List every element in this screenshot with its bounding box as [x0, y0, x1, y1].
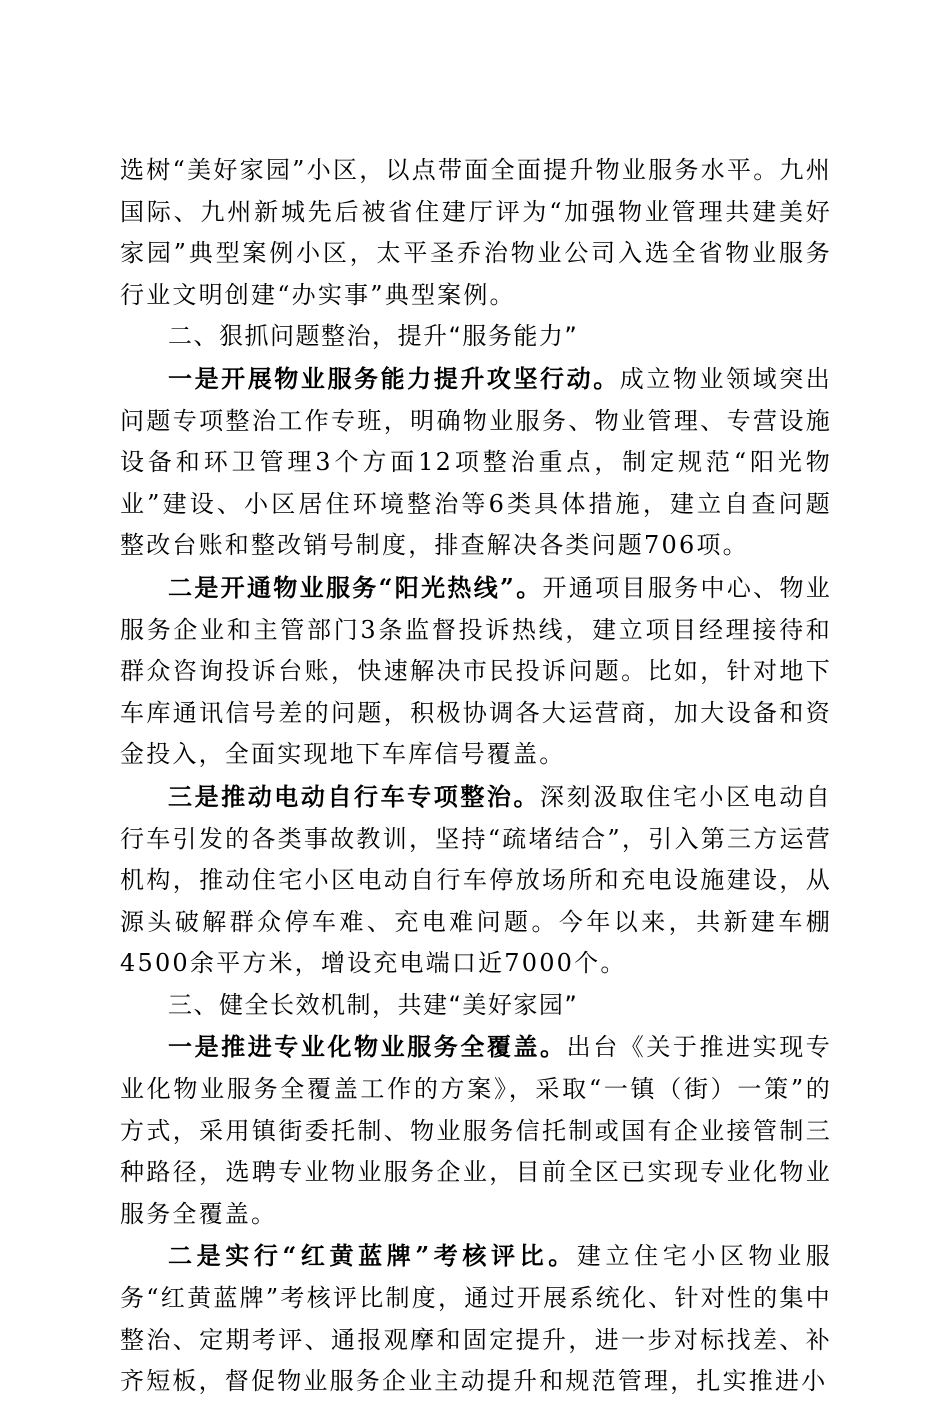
paragraph-lead: 二是实行“红黄蓝牌”考核评比。 [168, 1241, 577, 1271]
paragraph-item [120, 776, 832, 985]
paragraph-item [120, 1235, 832, 1402]
paragraph-item [120, 1026, 832, 1235]
paragraph-item [120, 567, 832, 776]
paragraph-text: 建立住宅小区物业服务“红黄蓝牌”考核评比制度，通过开展系统化、针对性的集中整治、定期考评、通报观摩和固定提升，进一步对标找差、补齐短板，督促物业服务企业主动提升和规范管理，扎实推进小 [120, 1242, 832, 1396]
paragraph-lead: 二是开通物业服务“阳光热线”。 [168, 572, 543, 602]
paragraph-text: 出台《关于推进实现专业化物业服务全覆盖工作的方案》，采取“一镇（街）一策”的方式，采用镇街委托制、物业服务信托制或国有企业接管制三种路径，选聘专业物业服务企业，目前全区已实现专业化物业服务全覆盖。 [120, 1033, 832, 1228]
document-body [120, 150, 832, 1403]
paragraph-lead: 一是推进专业化物业服务全覆盖。 [168, 1032, 567, 1062]
paragraph-item [120, 358, 832, 567]
intro-paragraph: 选树“美好家园”小区，以点带面全面提升物业服务水平。九州国际、九州新城先后被省住建厅评为“加强物业管理共建美好家园”典型案例小区，太平圣乔治物业公司入选全省物业服务行业文明创建“办实事”典型案例。 [120, 156, 832, 309]
paragraph-text: 成立物业领域突出问题专项整治工作专班，明确物业服务、物业管理、专营设施设备和环卫管理3个方面12项整治重点，制定规范“阳光物业”建设、小区居住环境整治等6类具体措施，建立自查问题整改台账和整改销号制度，排查解决各类问题706项。 [120, 364, 832, 560]
paragraph-lead: 一是开展物业服务能力提升攻坚行动。 [168, 363, 620, 393]
paragraph-lead: 三是推动电动自行车专项整治。 [168, 781, 541, 811]
paragraph-text: 开通项目服务中心、物业服务企业和主管部门3条监督投诉热线，建立项目经理接待和群众咨询投诉台账，快速解决市民投诉问题。比如，针对地下车库通讯信号差的问题，积极协调各大运营商，加大设备和资金投入，全面实现地下车库信号覆盖。 [120, 573, 833, 769]
paragraph-text: 深刻汲取住宅小区电动自行车引发的各类事故教训，坚持“疏堵结合”，引入第三方运营机构，推动住宅小区电动自行车停放场所和充电设施建设，从源头破解群众停车难、充电难问题。今年以来，共新建车棚4500余平方米，增设充电端口近7000个。 [120, 782, 832, 978]
section-heading-2: 二、狠抓问题整治，提升“服务能力” [168, 322, 579, 351]
section-heading-3: 三、健全长效机制，共建“美好家园” [168, 990, 579, 1019]
